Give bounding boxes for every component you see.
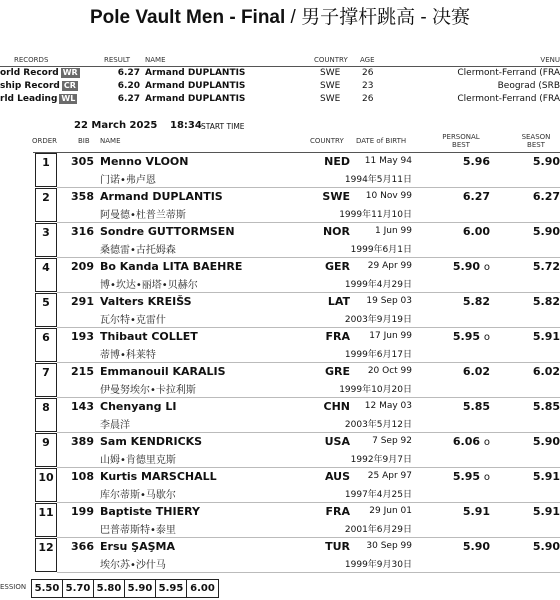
athlete-bib: 143 (71, 400, 94, 413)
progression-label: ESSION (0, 583, 27, 591)
athlete-row (0, 258, 560, 293)
athlete-name-chinese: 瓦尔特•克雷什 (100, 315, 166, 326)
pb-value: 5.91 (462, 505, 490, 518)
athlete-personal-best (440, 330, 490, 343)
athlete-country: FRA (325, 330, 350, 343)
athlete-name-chinese: 山姆•肯德里克斯 (100, 455, 176, 466)
records-header (0, 56, 560, 66)
athlete-order: 7 (35, 363, 57, 397)
row-separator (57, 572, 560, 573)
athlete-dob-chinese: 1999年9月30日 (344, 560, 412, 570)
athlete-dob: 10 Nov 99 (365, 191, 412, 201)
col-sb-line2: BEST (527, 141, 545, 149)
athlete-bib: 108 (71, 470, 94, 483)
athlete-name: Bo Kanda LITA BAEHRE (100, 260, 243, 273)
col-personal-best (436, 133, 486, 149)
athlete-name-chinese: 埃尔苏•沙什马 (100, 560, 166, 571)
athlete-personal-best (440, 295, 490, 308)
col-pb-line1: PERSONAL (442, 133, 480, 141)
col-country: COUNTRY (310, 137, 344, 145)
athlete-bib: 316 (71, 225, 94, 238)
athlete-personal-best (440, 435, 490, 448)
pb-suffix: o (483, 472, 490, 483)
record-name: Armand DUPLANTIS (145, 68, 246, 78)
athlete-personal-best (440, 505, 490, 518)
col-order: ORDER (32, 137, 58, 145)
athlete-row (0, 538, 560, 573)
athlete-row (0, 293, 560, 328)
record-venue: Clermont-Ferrand (FRA (457, 94, 560, 104)
records-col-result: RESULT (104, 56, 131, 64)
pb-value: 5.85 (462, 400, 490, 413)
record-venue: Beograd (SRB (497, 81, 560, 91)
record-age: 26 (362, 94, 374, 104)
athlete-order: 4 (35, 258, 57, 292)
athlete-dob-chinese: 1999年6月1日 (350, 245, 412, 255)
athlete-dob: 7 Sep 92 (372, 436, 412, 446)
athlete-row (0, 363, 560, 398)
athlete-dob: 17 Jun 99 (369, 331, 412, 341)
record-age: 23 (362, 81, 374, 91)
pb-value: 6.27 (462, 190, 490, 203)
records-col-country: COUNTRY (314, 56, 348, 64)
athlete-dob: 12 May 03 (364, 401, 412, 411)
athlete-bib: 193 (71, 330, 94, 343)
records-col-venue: VENU (540, 56, 560, 64)
athlete-dob-chinese: 1994年5月11日 (344, 175, 412, 185)
record-label-text: rld Leading (0, 94, 58, 104)
record-country: SWE (320, 81, 341, 91)
athlete-bib: 215 (71, 365, 94, 378)
athlete-row (0, 223, 560, 258)
athlete-country: GRE (324, 365, 350, 378)
athlete-name: Menno VLOON (100, 155, 189, 168)
athlete-dob-chinese: 1992年9月7日 (350, 455, 412, 465)
athlete-country: USA (324, 435, 350, 448)
athlete-country: TUR (325, 540, 350, 553)
record-row (0, 81, 560, 94)
athlete-personal-best (440, 225, 490, 238)
athlete-dob-chinese: 2003年5月12日 (344, 420, 412, 430)
athlete-bib: 389 (71, 435, 94, 448)
event-datetime (0, 120, 560, 134)
athlete-dob-chinese: 1997年4月25日 (344, 490, 412, 500)
athlete-name-chinese: 阿曼德•杜普兰蒂斯 (100, 210, 186, 221)
records-rule (0, 66, 560, 67)
record-label (0, 94, 77, 104)
progression-height: 5.50 (32, 580, 63, 597)
athlete-dob: 11 May 94 (364, 156, 412, 166)
athlete-name-chinese: 库尔蒂斯•马歇尔 (100, 490, 176, 501)
athlete-bib: 366 (71, 540, 94, 553)
record-result: 6.27 (117, 94, 140, 104)
athlete-dob: 29 Jun 01 (369, 506, 412, 516)
athlete-bib: 209 (71, 260, 94, 273)
start-time-label: START TIME (201, 122, 245, 131)
athlete-country: NED (324, 155, 350, 168)
athlete-personal-best (440, 155, 490, 168)
athlete-country: FRA (325, 505, 350, 518)
athlete-dob-chinese: 1999年4月29日 (344, 280, 412, 290)
event-date: 22 March 2025 (74, 120, 158, 131)
athlete-personal-best (440, 190, 490, 203)
athlete-order: 6 (35, 328, 57, 362)
athlete-bib: 358 (71, 190, 94, 203)
athlete-name: Sam KENDRICKS (100, 435, 203, 448)
record-country: SWE (320, 68, 341, 78)
athlete-row (0, 433, 560, 468)
startlist-header (0, 135, 560, 153)
athlete-bib: 199 (71, 505, 94, 518)
athlete-order: 3 (35, 223, 57, 257)
athlete-season-best: 5.90 (532, 435, 560, 448)
record-badge: WR (62, 68, 78, 77)
athlete-season-best: 6.27 (532, 190, 560, 203)
col-season-best (512, 133, 560, 149)
athlete-name-chinese: 门诺•弗卢恩 (100, 175, 156, 186)
athlete-order: 10 (35, 468, 57, 502)
athlete-name: Valters KREIŠS (100, 295, 192, 308)
athlete-name: Sondre GUTTORMSEN (100, 225, 235, 238)
pb-value: 6.06 (452, 435, 481, 448)
athlete-name-chinese: 李晨洋 (100, 420, 130, 431)
athlete-bib: 291 (71, 295, 94, 308)
record-result: 6.20 (117, 81, 140, 91)
athlete-country: AUS (324, 470, 350, 483)
athlete-dob: 30 Sep 99 (366, 541, 412, 551)
athlete-country: NOR (322, 225, 350, 238)
athlete-season-best: 5.91 (532, 470, 560, 483)
record-country: SWE (320, 94, 341, 104)
pb-value: 5.96 (462, 155, 490, 168)
event-time: 18:34 (170, 120, 202, 131)
athlete-country: LAT (327, 295, 350, 308)
record-name: Armand DUPLANTIS (145, 81, 246, 91)
athlete-row (0, 153, 560, 188)
record-row (0, 68, 560, 81)
athlete-dob: 1 Jun 99 (375, 226, 412, 236)
athlete-season-best: 5.82 (532, 295, 560, 308)
athlete-dob: 20 Oct 99 (367, 366, 412, 376)
athlete-name: Kurtis MARSCHALL (100, 470, 217, 483)
athlete-season-best: 5.90 (532, 225, 560, 238)
athlete-personal-best (440, 470, 490, 483)
athlete-name-chinese: 蒂博•科莱特 (100, 350, 156, 361)
athlete-order: 11 (35, 503, 57, 537)
records-col-age: AGE (360, 56, 375, 64)
records-col-name: NAME (145, 56, 166, 64)
athlete-dob: 25 Apr 97 (367, 471, 412, 481)
athlete-country: CHN (323, 400, 350, 413)
athlete-order: 8 (35, 398, 57, 432)
progression-height: 5.95 (156, 580, 187, 597)
athlete-dob-chinese: 1999年10月20日 (339, 385, 412, 395)
athlete-row (0, 503, 560, 538)
record-label-text: ship Record (0, 81, 60, 91)
progression-height: 5.90 (125, 580, 156, 597)
pb-value: 5.90 (462, 540, 490, 553)
athlete-personal-best (440, 400, 490, 413)
athlete-dob: 29 Apr 99 (367, 261, 412, 271)
athlete-order: 9 (35, 433, 57, 467)
title-chinese: 男子撑杆跳高 - 决赛 (301, 7, 471, 28)
athlete-order: 5 (35, 293, 57, 327)
record-badge: WL (61, 94, 76, 103)
athlete-name: Ersu ŞAŞMA (100, 540, 175, 553)
athlete-season-best: 6.02 (532, 365, 560, 378)
title-separator: / (285, 7, 302, 28)
athlete-season-best: 5.85 (532, 400, 560, 413)
athlete-country: GER (324, 260, 350, 273)
athlete-season-best: 5.91 (532, 505, 560, 518)
col-name: NAME (100, 137, 121, 145)
athlete-season-best: 5.90 (532, 155, 560, 168)
record-label (0, 81, 78, 91)
title-english: Pole Vault Men - Final (89, 7, 286, 28)
athlete-name-chinese: 巴普蒂斯特•泰里 (100, 525, 176, 536)
record-label (0, 68, 80, 78)
athlete-order: 1 (35, 153, 57, 187)
athlete-personal-best (440, 260, 490, 273)
pb-suffix: o (483, 262, 490, 273)
record-label-text: orld Record (0, 68, 59, 78)
athlete-name: Thibaut COLLET (100, 330, 198, 343)
pb-value: 6.02 (462, 365, 490, 378)
athlete-bib: 305 (71, 155, 94, 168)
athlete-personal-best (440, 540, 490, 553)
athlete-row (0, 328, 560, 363)
athlete-name-chinese: 博•坎达•丽塔•贝赫尔 (100, 280, 198, 291)
athlete-name: Baptiste THIERY (100, 505, 200, 518)
records-col-records: RECORDS (14, 56, 49, 64)
pb-suffix: o (483, 437, 490, 448)
progression-heights (31, 579, 219, 598)
athlete-name: Emmanouil KARALIS (100, 365, 226, 378)
athlete-name-chinese: 伊曼努埃尔•卡拉利斯 (100, 385, 196, 396)
athlete-name: Armand DUPLANTIS (100, 190, 223, 203)
record-age: 26 (362, 68, 374, 78)
athlete-row (0, 188, 560, 223)
record-venue: Clermont-Ferrand (FRA (457, 68, 560, 78)
pb-suffix: o (483, 332, 490, 343)
record-name: Armand DUPLANTIS (145, 94, 246, 104)
pb-value: 5.95 (452, 470, 481, 483)
athlete-order: 12 (35, 538, 57, 572)
athlete-dob-chinese: 1999年11月10日 (339, 210, 412, 220)
athlete-name: Chenyang LI (100, 400, 177, 413)
athlete-order: 2 (35, 188, 57, 222)
col-dob: DATE of BIRTH (356, 137, 407, 145)
athlete-country: SWE (322, 190, 350, 203)
record-badge: CR (63, 81, 76, 90)
athlete-row (0, 398, 560, 433)
col-pb-line2: BEST (452, 141, 470, 149)
athlete-season-best: 5.91 (532, 330, 560, 343)
col-sb-line1: SEASON (521, 133, 551, 141)
progression-height: 5.70 (63, 580, 94, 597)
pb-value: 5.82 (462, 295, 490, 308)
pb-value: 6.00 (462, 225, 490, 238)
athlete-personal-best (440, 365, 490, 378)
athlete-row (0, 468, 560, 503)
athlete-dob-chinese: 2001年6月29日 (344, 525, 412, 535)
athlete-dob-chinese: 1999年6月17日 (344, 350, 412, 360)
athlete-name-chinese: 桑德雷•古托姆森 (100, 245, 176, 256)
pb-value: 5.90 (452, 260, 481, 273)
athlete-dob: 19 Sep 03 (366, 296, 412, 306)
record-row (0, 94, 560, 107)
athlete-season-best: 5.72 (532, 260, 560, 273)
progression-height: 5.80 (94, 580, 125, 597)
pb-value: 5.95 (452, 330, 481, 343)
athlete-dob-chinese: 2003年9月19日 (344, 315, 412, 325)
page-title (0, 2, 560, 29)
record-result: 6.27 (117, 68, 140, 78)
progression-height: 6.00 (190, 583, 215, 594)
col-bib: BIB (78, 137, 90, 145)
athlete-season-best: 5.90 (532, 540, 560, 553)
